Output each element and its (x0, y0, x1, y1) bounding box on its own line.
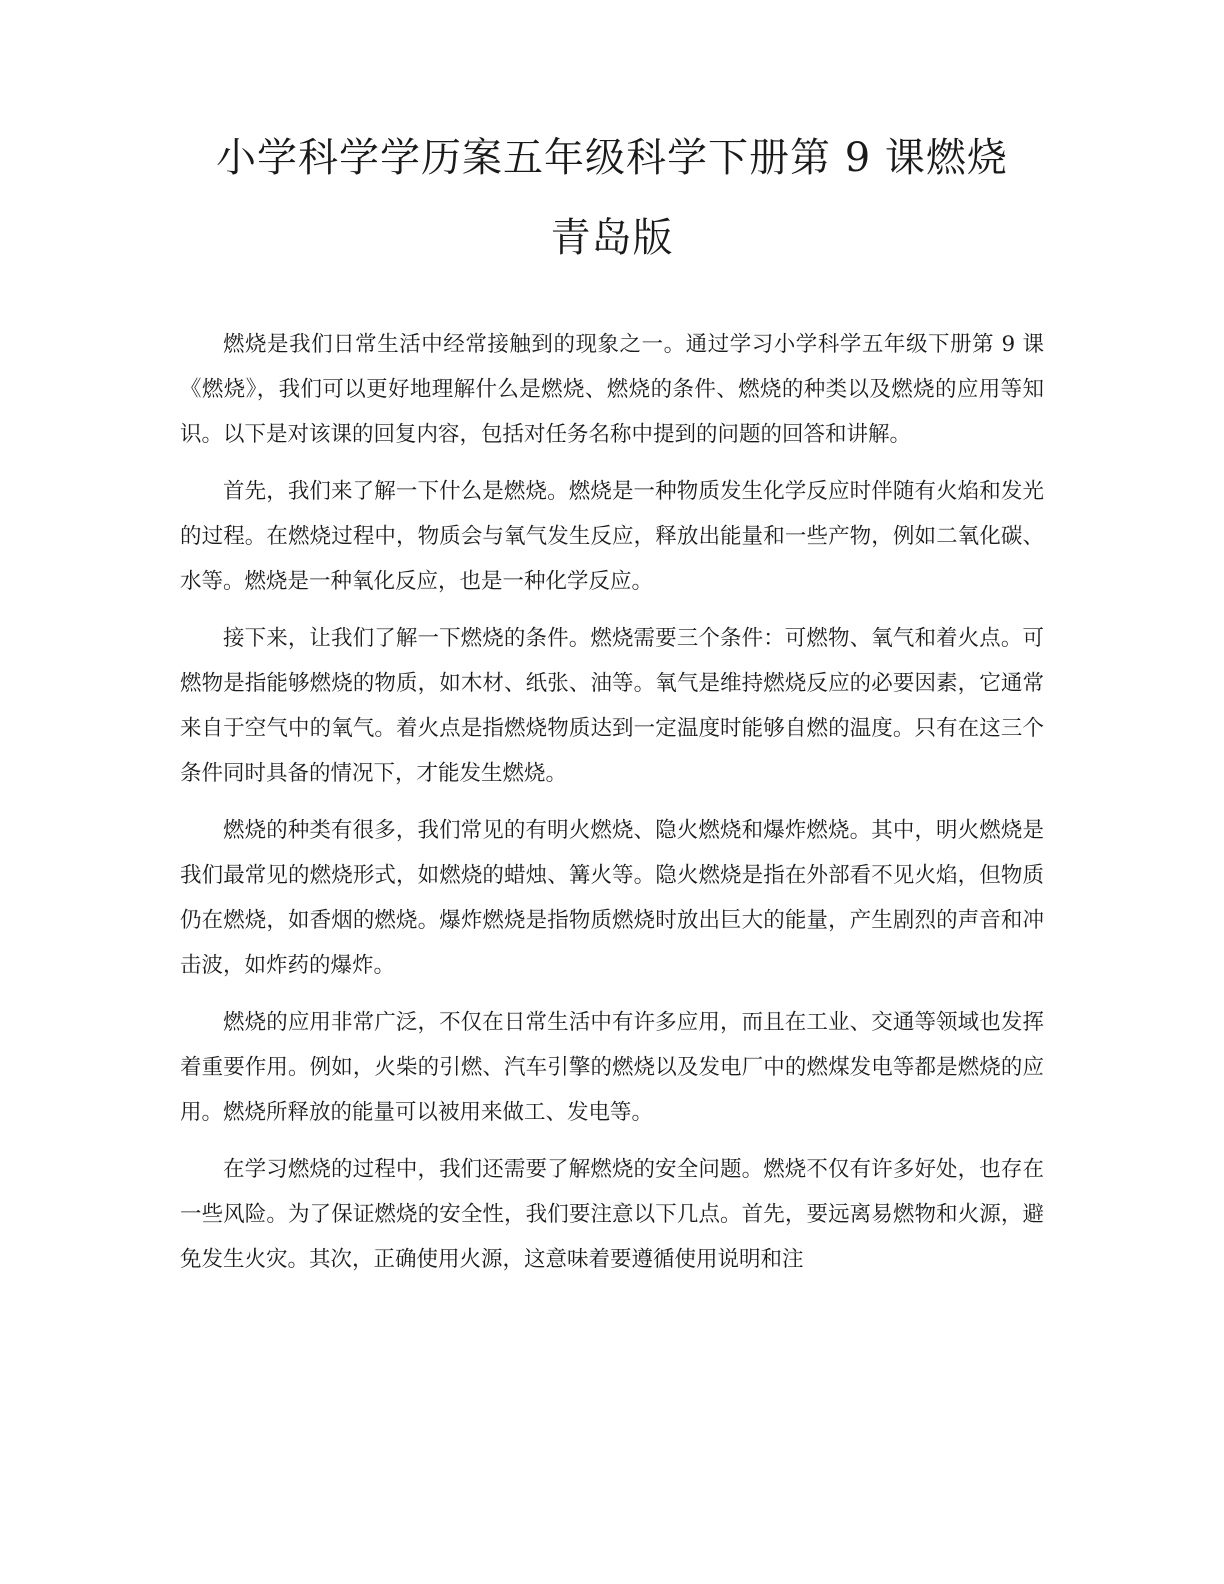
paragraph-definition: 首先，我们来了解一下什么是燃烧。燃烧是一种物质发生化学反应时伴随有火焰和发光的过程。在燃烧过程中，物质会与氧气发生反应，释放出能量和一些产物，例如二氧化碳、水等。燃烧是一种氧化反应，也是一种化学反应。 (180, 479, 1044, 594)
paragraph-safety: 在学习燃烧的过程中，我们还需要了解燃烧的安全问题。燃烧不仅有许多好处，也存在一些风险。为了保证燃烧的安全性，我们要注意以下几点。首先，要远离易燃物和火源，避免发生火灾。其次，正确使用火源，这意味着要遵循使用说明和注 (180, 1157, 1044, 1272)
paragraph-types: 燃烧的种类有很多，我们常见的有明火燃烧、隐火燃烧和爆炸燃烧。其中，明火燃烧是我们最常见的燃烧形式，如燃烧的蜡烛、篝火等。隐火燃烧是指在外部看不见火焰，但物质仍在燃烧，如香烟的燃烧。爆炸燃烧是指物质燃烧时放出巨大的能量，产生剧烈的声音和冲击波，如炸药的爆炸。 (180, 818, 1044, 978)
paragraph-conditions: 接下来，让我们了解一下燃烧的条件。燃烧需要三个条件：可燃物、氧气和着火点。可燃物是指能够燃烧的物质，如木材、纸张、油等。氧气是维持燃烧反应的必要因素，它通常来自于空气中的氧气。着火点是指燃烧物质达到一定温度时能够自燃的温度。只有在这三个条件同时具备的情况下，才能发生燃烧。 (180, 626, 1044, 786)
title-line-2: 青岛版 (550, 215, 674, 261)
paragraph-intro: 燃烧是我们日常生活中经常接触到的现象之一。通过学习小学科学五年级下册第 9 课《燃烧》，我们可以更好地理解什么是燃烧、燃烧的条件、燃烧的种类以及燃烧的应用等知识。以下是对该课的回复内容，包括对任务名称中提到的问题的回答和讲解。 (180, 332, 1044, 447)
paragraph-applications: 燃烧的应用非常广泛，不仅在日常生活中有许多应用，而且在工业、交通等领域也发挥着重要作用。例如，火柴的引燃、汽车引擎的燃烧以及发电厂中的燃煤发电等都是燃烧的应用。燃烧所释放的能量可以被用来做工、发电等。 (180, 1010, 1044, 1125)
document-title (180, 118, 1044, 278)
title-line-1: 小学科学学历案五年级科学下册第 9 课燃烧 (216, 135, 1008, 181)
document-body (180, 322, 1044, 1294)
